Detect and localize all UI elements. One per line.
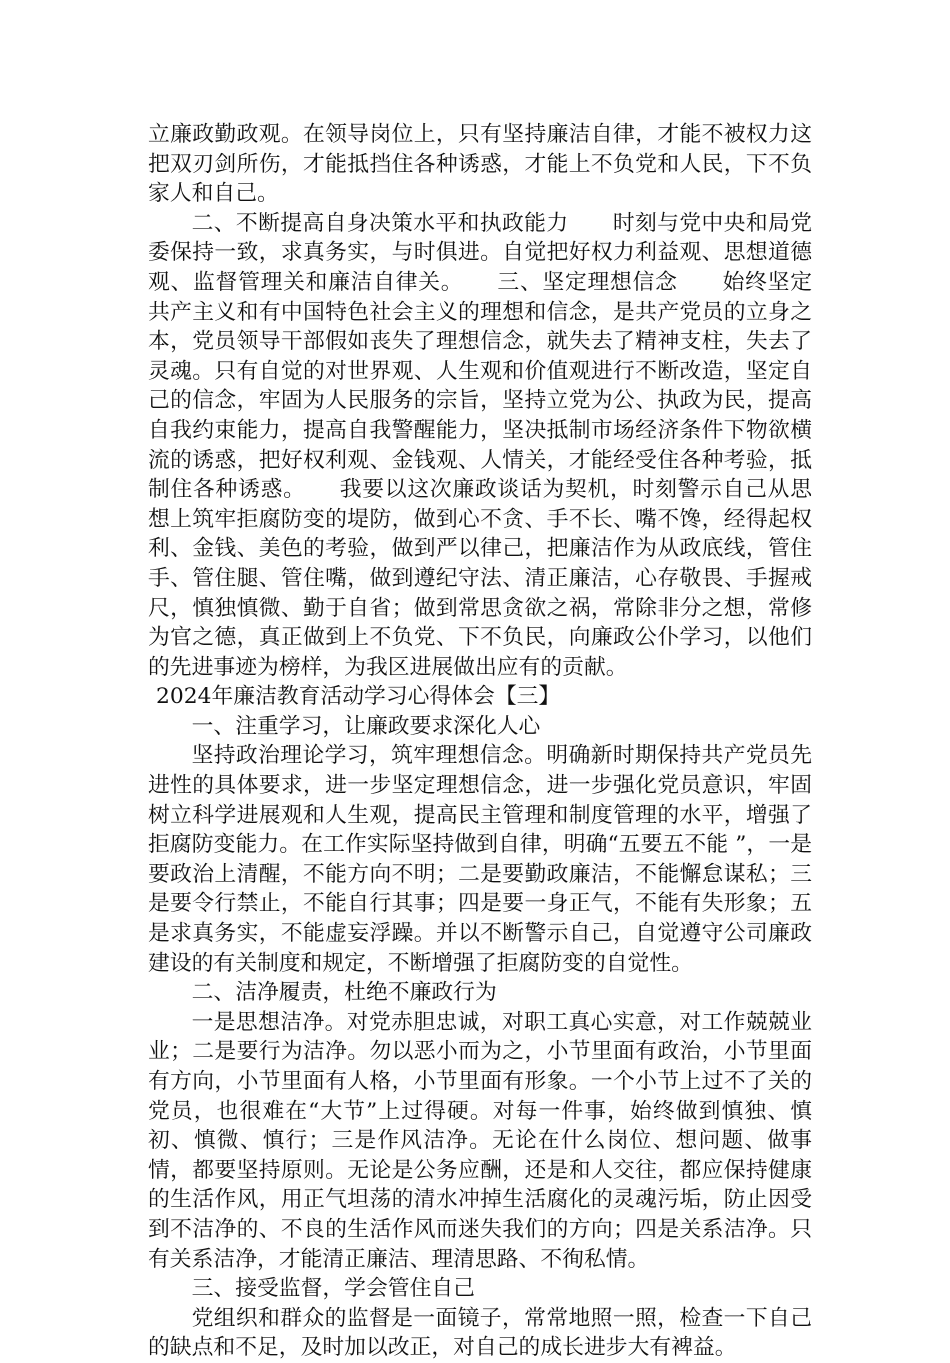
- document-page: [148, 120, 812, 1363]
- section-title: 2024年廉洁教育活动学习心得体会【三】: [156, 684, 561, 710]
- section-body-2: 一是思想洁净。对党赤胆忠诚，对职工真心实意，对工作兢兢业业；二是要行为洁净。勿以恶小而为之，小节里面有政治，小节里面有方向，小节里面有人格，小节里面有形象。一个小节上过不了关的党员，也很难在“大节”上过得硬。对每一件事，始终做到慎独、慎初、慎微、慎行；三是作风洁净。无论在什么岗位、想问题、做事情，都要坚持原则。无论是公务应酬，还是和人交往，都应保持健康的生活作风，用正气坦荡的清水冲掉生活腐化的灵魂污垢，防止因受到不洁净的、不良的生活作风而迷失我们的方向；四是关系洁净。只有关系洁净，才能清正廉洁、理清思路、不徇私情。: [148, 1009, 812, 1272]
- section-heading-3: 三、接受监督，学会管住自己: [191, 1276, 475, 1302]
- paragraph-main: 二、不断提高自身决策水平和执政能力 时刻与党中央和局党委保持一致，求真务实，与时俱进。自觉把好权力利益观、思想道德观、监督管理关和廉洁自律关。 三、坚定理想信念 始终坚定共产主义和有中国特色社会主义的理想和信念，是共产党员的立身之本，党员领导干部假如丧失了理想信念，就失去了精神支柱，失去了灵魂。只有自觉的对世界观、人生观和价值观进行不断改造，坚定自己的信念，牢固为人民服务的宗旨，坚持立党为公、执政为民，提高自我约束能力，提高自我警醒能力，坚决抵制市场经济条件下物欲横流的诱惑，把好权利观、金钱观、人情关，才能经受住各种考验，抵制住各种诱惑。 我要以这次廉政谈话为契机，时刻警示自己从思想上筑牢拒腐防变的堤防，做到心不贪、手不长、嘴不馋，经得起权利、金钱、美色的考验，做到严以律己，把廉洁作为从政底线，管住手、管住腿、管住嘴，做到遵纪守法、清正廉洁，心存敬畏、手握戒尺，慎独慎微、勤于自省；做到常思贪欲之祸，常除非分之想，常修为官之德，真正做到上不负党、下不负民，向廉政公仆学习，以他们的先进事迹为榜样，为我区进展做出应有的贡献。: [148, 210, 812, 680]
- section-heading-1: 一、注重学习，让廉政要求深化人心: [191, 713, 541, 739]
- paragraph-continuation: 立廉政勤政观。在领导岗位上，只有坚持廉洁自律，才能不被权力这把双刃剑所伤，才能抵挡住各种诱惑，才能上不负党和人民，下不负家人和自己。: [148, 122, 812, 207]
- section-heading-2: 二、洁净履责，杜绝不廉政行为: [191, 980, 497, 1006]
- section-body-1: 坚持政治理论学习，筑牢理想信念。明确新时期保持共产党员先进性的具体要求，进一步坚定理想信念，进一步强化党员意识，牢固树立科学进展观和人生观，提高民主管理和制度管理的水平，增强了拒腐防变能力。在工作实际坚持做到自律，明确“五要五不能 ”，一是要政治上清醒，不能方向不明；二是要勤政廉洁，不能懈怠谋私；三是要令行禁止，不能自行其事；四是要一身正气，不能有失形象；五是求真务实，不能虚妄浮躁。并以不断警示自己，自觉遵守公司廉政建设的有关制度和规定，不断增强了拒腐防变的自觉性。: [148, 743, 812, 976]
- section-body-3: 党组织和群众的监督是一面镜子，常常地照一照，检查一下自己的缺点和不足，及时加以改正，对自己的成长进步大有裨益。: [148, 1305, 812, 1361]
